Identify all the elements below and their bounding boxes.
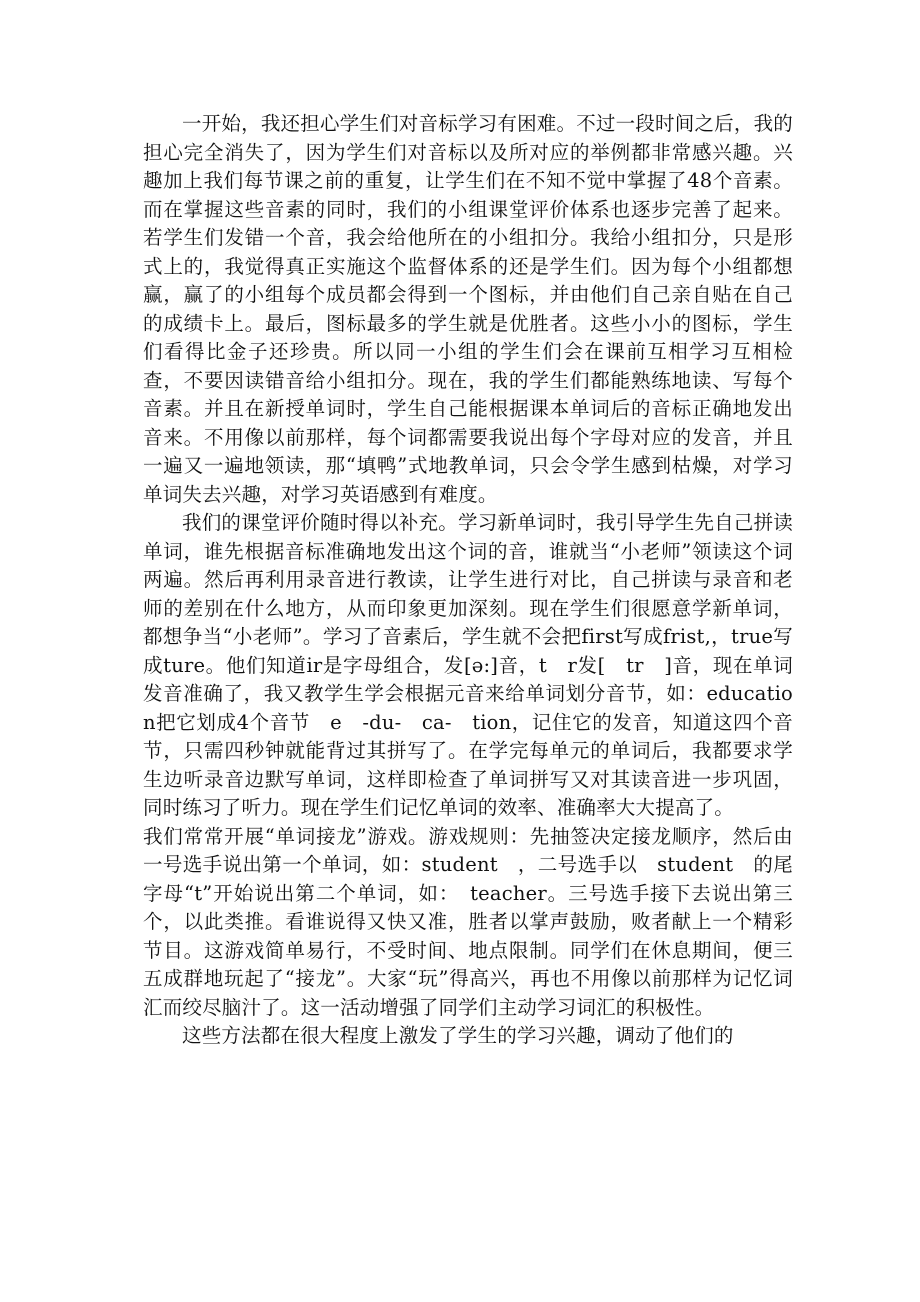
paragraph-classroom-evaluation: 我们的课堂评价随时得以补充。学习新单词时，我引导学生先自己拼读单词，谁先根据音标准确地发出这个词的音，谁就当“小老师”领读这个词两遍。然后再利用录音进行教读，让学生进行对比，自己拼读与录音和老师的差别在什么地方，从而印象更加深刻。现在学生们很愿意学新单词，都想争当“小老师”。学习了音素后，学生就不会把first写成frist,，true写成ture。他们知道ir是字母组合，发[ə:]音，t r发[ tr ]音，现在单词发音准确了，我又教学生学会根据元音来给单词划分音节，如：education把它划成4个音节 e -du- ca- tion，记住它的发音，知道这四个音节，只需四秒钟就能背过其拼写了。在学完每单元的单词后，我都要求学生边听录音边默写单词，这样即检查了单词拼写又对其读音进一步巩固，同时练习了听力。现在学生们记忆单词的效率、准确率大大提高了。 xyxy=(143,511,793,819)
paragraph-conclusion: 这些方法都在很大程度上激发了学生的学习兴趣，调动了他们的 xyxy=(182,1024,734,1047)
paragraph-word-chain-game: 我们常常开展“单词接龙”游戏。游戏规则：先抽签决定接龙顺序，然后由一号选手说出第一个单词，如：student ，二号选手以 student 的尾字母“t”开始说出第二个单词，如： teacher。三号选手接下去说出第三个，以此类推。看谁说得又快又准，胜者以掌声鼓励，败者献上一个精彩节目。这游戏简单易行，不受时间、地点限制。同学们在休息期间，便三五成群地玩起了“接龙”。大家“玩”得高兴，再也不用像以前那样为记忆词汇而绞尽脑汁了。这一活动增强了同学们主动学习词汇的积极性。 xyxy=(143,824,793,1019)
paragraph-phonetics-learning: 一开始，我还担心学生们对音标学习有困难。不过一段时间之后，我的担心完全消失了，因为学生们对音标以及所对应的举例都非常感兴趣。兴趣加上我们每节课之前的重复，让学生们在不知不觉中掌握了48个音素。而在掌握这些音素的同时，我们的小组课堂评价体系也逐步完善了起来。若学生们发错一个音，我会给他所在的小组扣分。我给小组扣分，只是形式上的，我觉得真正实施这个监督体系的还是学生们。因为每个小组都想赢，赢了的小组每个成员都会得到一个图标，并由他们自己亲自贴在自己的成绩卡上。最后，图标最多的学生就是优胜者。这些小小的图标，学生们看得比金子还珍贵。所以同一小组的学生们会在课前互相学习互相检查，不要因读错音给小组扣分。现在，我的学生们都能熟练地读、写每个音素。并且在新授单词时，学生自己能根据课本单词后的音标正确地发出音来。不用像以前那样，每个词都需要我说出每个字母对应的发音，并且一遍又一遍地领读，那“填鸭”式地教单词，只会令学生感到枯燥，对学习单词失去兴趣，对学习英语感到有难度。 xyxy=(143,112,793,506)
body-text xyxy=(143,110,793,1051)
